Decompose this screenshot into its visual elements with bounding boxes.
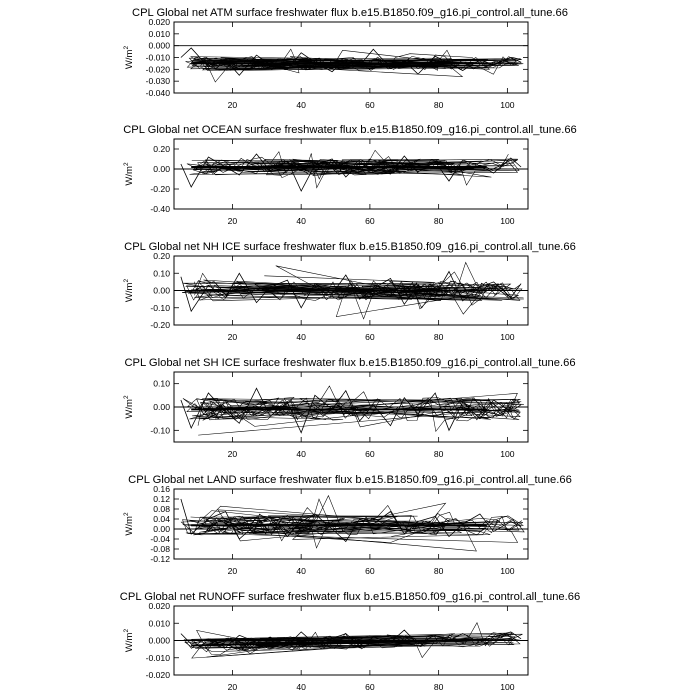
y-axis-label-unit: W/m [124,166,135,186]
y-tick-label: 0.010 [148,28,170,39]
x-tick-label: 80 [433,682,444,692]
y-tick-label: 0.020 [148,17,170,27]
x-tick-label: 60 [365,682,375,692]
x-tick-label: 60 [365,100,375,110]
x-tick-label: 100 [500,682,515,692]
y-axis-label-unit: W/m [124,632,135,653]
chart-title: CPL Global net NH ICE surface freshwater flux b.e15.B1850.f09_g16.pi_control.all_tune.66 [124,241,576,253]
x-tick-label: 80 [433,566,444,576]
y-axis-label-exponent: 2 [123,45,130,50]
y-axis-label [123,46,135,70]
y-tick-label: 0.00 [153,524,170,534]
x-tick-label: 60 [365,449,375,459]
y-tick-label: 0.000 [148,635,170,646]
y-axis-label [123,512,135,536]
chart-panel-3 [123,241,576,342]
y-tick-label: 0.000 [148,40,170,51]
y-tick-label: 0.20 [153,251,170,261]
x-tick-label: 40 [296,566,306,576]
y-tick-label: 0.10 [153,378,170,389]
x-tick-label: 40 [296,100,306,110]
chart-panel-5 [123,474,572,576]
y-tick-label: 0.08 [153,504,170,514]
y-tick-label: 0.010 [148,618,170,629]
y-axis-label-unit: W/m [124,282,135,303]
y-axis-label-unit: W/m [124,399,135,419]
x-tick-label: 60 [365,566,375,576]
y-tick-label: -0.20 [150,184,170,194]
chart-panel-4 [123,357,576,459]
x-tick-label: 80 [433,449,444,459]
y-axis-label [123,629,135,653]
plot-area [174,46,528,82]
x-tick-label: 80 [433,100,444,110]
x-tick-label: 20 [227,449,238,459]
y-axis-label-exponent: 2 [123,628,130,633]
plot-area [174,496,528,551]
chart-title: CPL Global net OCEAN surface freshwater flux b.e15.B1850.f09_g16.pi_control.all_tune.66 [123,124,577,136]
y-tick-label: -0.20 [150,320,170,330]
x-tick-label: 100 [500,216,515,226]
y-axis-label-exponent: 2 [123,278,130,283]
plot-area [174,262,528,319]
x-tick-label: 20 [227,682,238,692]
y-axis-label [123,279,135,303]
x-tick-label: 40 [296,449,306,459]
chart-panel-6 [120,591,580,692]
x-tick-label: 100 [500,566,515,576]
chart-title: CPL Global net SH ICE surface freshwater flux b.e15.B1850.f09_g16.pi_control.all_tune.66 [124,357,576,369]
y-tick-label: -0.12 [150,554,170,564]
x-tick-label: 40 [296,682,306,692]
y-tick-label: -0.40 [150,204,170,214]
x-tick-label: 80 [433,216,444,226]
x-tick-label: 80 [433,332,444,342]
x-tick-label: 20 [227,332,238,342]
y-axis-label-unit: W/m [124,49,135,70]
y-tick-label: -0.020 [145,670,170,680]
x-tick-label: 20 [227,566,238,576]
y-tick-label: 0.20 [153,144,170,154]
y-tick-label: 0.00 [153,164,170,174]
plot-area [174,623,528,658]
y-tick-label: -0.030 [145,76,170,87]
y-tick-label: -0.020 [145,64,170,75]
y-tick-label: -0.010 [145,652,170,663]
y-axis-label-exponent: 2 [123,512,130,517]
y-tick-label: 0.16 [153,484,170,494]
x-tick-label: 100 [500,449,515,459]
x-tick-label: 60 [365,216,375,226]
y-tick-label: 0.12 [153,494,170,504]
x-tick-label: 60 [365,332,375,342]
y-axis-label-exponent: 2 [123,162,130,167]
x-tick-label: 100 [500,100,515,110]
y-tick-label: 0.00 [153,285,170,296]
y-axis-label [123,395,135,419]
x-tick-label: 100 [500,332,515,342]
y-tick-label: 0.00 [153,402,170,412]
y-tick-label: 0.020 [148,601,170,611]
x-tick-label: 40 [296,216,306,226]
x-tick-label: 20 [227,100,238,110]
chart-title: CPL Global net RUNOFF surface freshwater flux b.e15.B1850.f09_g16.pi_control.all_tune.66 [119,591,581,603]
chart-panel-1 [123,7,568,110]
y-tick-label: -0.04 [150,534,170,544]
y-tick-label: -0.040 [145,88,170,98]
y-axis-label-exponent: 2 [123,395,130,400]
plot-area [174,150,528,191]
x-tick-label: 20 [227,216,238,226]
plot-area [174,386,528,435]
x-tick-label: 40 [296,332,306,342]
chart-title: CPL Global net LAND surface freshwater flux b.e15.B1850.f09_g16.pi_control.all_tune.66 [128,474,572,486]
y-tick-label: -0.08 [150,544,170,554]
y-axis-label [123,162,135,186]
y-tick-label: -0.010 [145,52,170,63]
y-axis-label-unit: W/m [124,516,135,536]
y-tick-label: -0.10 [150,302,170,313]
chart-title: CPL Global net ATM surface freshwater flux b.e15.B1850.f09_g16.pi_control.all_tune.66 [132,7,568,19]
chart-panel-2 [123,124,577,226]
y-tick-label: 0.04 [153,514,170,524]
y-tick-label: 0.10 [153,268,170,279]
y-tick-label: -0.10 [150,425,170,436]
